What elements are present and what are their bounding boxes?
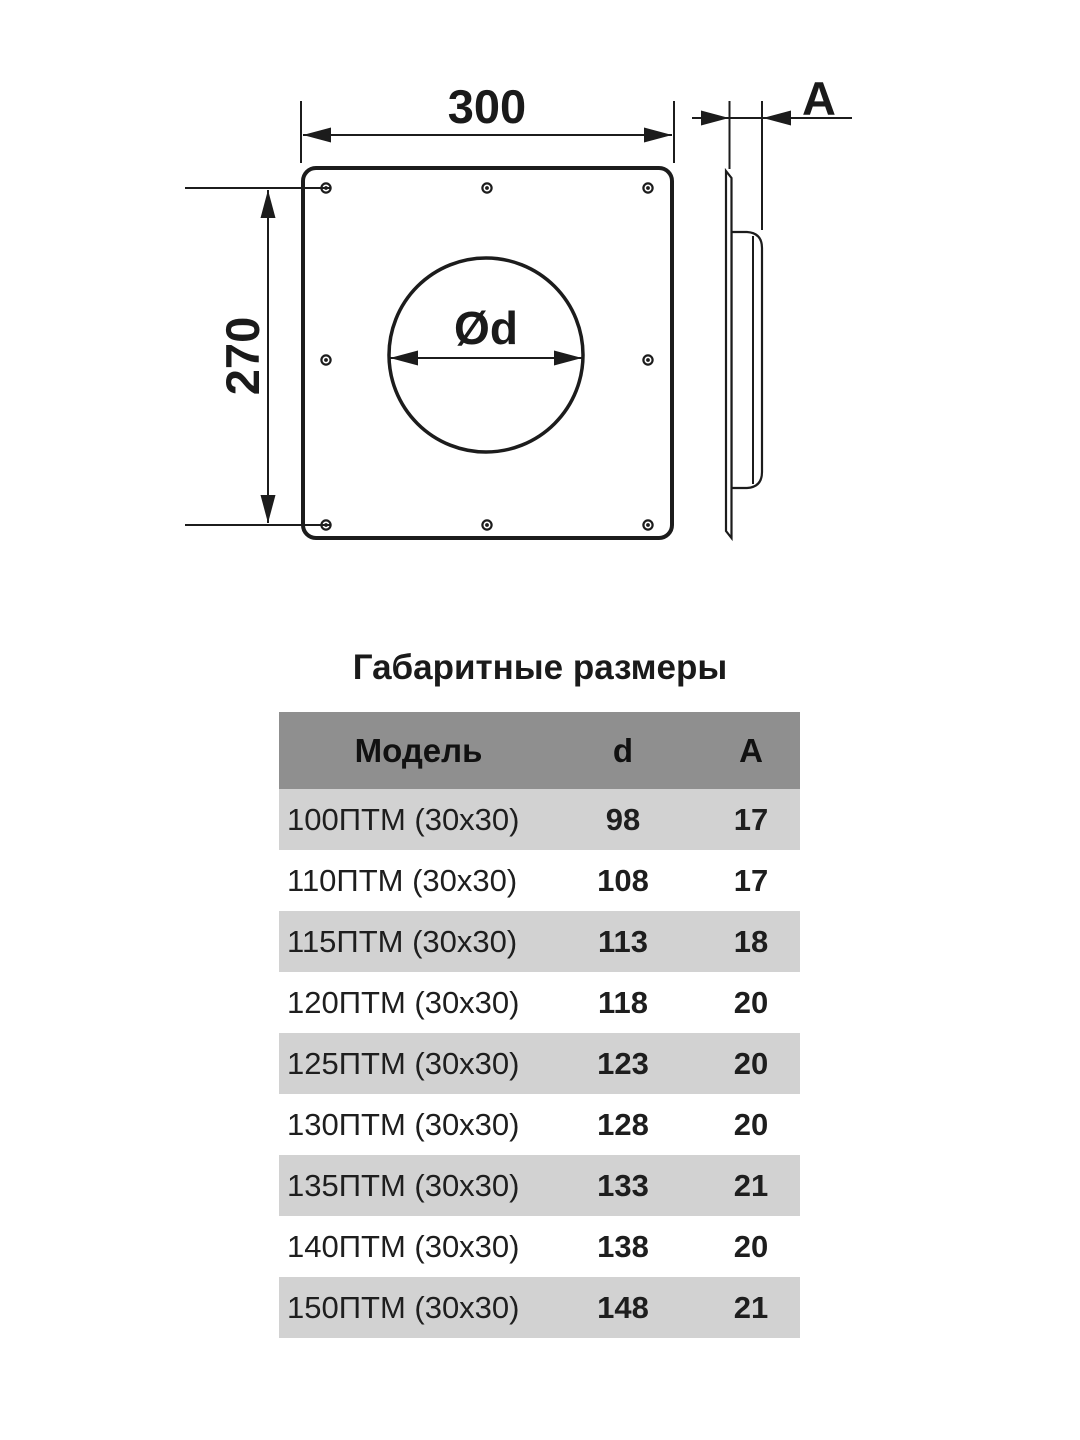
header-d: d (612, 731, 634, 769)
a-cell: 17 (733, 862, 769, 898)
d-cell: 108 (597, 862, 649, 898)
header-a: A (739, 731, 763, 769)
width-dimension-label: 300 (447, 80, 527, 133)
arrowhead-icon (261, 495, 276, 523)
table-row (279, 1277, 800, 1338)
table-row (279, 1216, 800, 1277)
d-cell: 138 (597, 1228, 649, 1264)
mounting-hole (643, 520, 652, 529)
a-cell: 20 (733, 1045, 769, 1081)
model-cell: 115ПТМ (30x30) (287, 923, 518, 959)
depth-dimension-label: A (802, 72, 836, 125)
mounting-hole (482, 520, 491, 529)
model-cell: 140ПТМ (30x30) (287, 1228, 520, 1264)
table-row (279, 911, 800, 972)
dimensions-table (279, 712, 800, 1338)
a-cell: 21 (733, 1289, 769, 1325)
mounting-hole (643, 355, 652, 364)
model-cell: 120ПТМ (30x30) (287, 984, 520, 1020)
d-cell: 113 (597, 923, 648, 959)
a-cell: 20 (733, 1228, 769, 1264)
d-cell: 133 (597, 1167, 649, 1203)
model-cell: 125ПТМ (30x30) (287, 1045, 520, 1081)
table-title: Габаритные размеры (352, 648, 728, 687)
a-cell: 20 (733, 1106, 769, 1142)
arrowhead-icon (303, 128, 331, 143)
mounting-hole (643, 183, 652, 192)
model-cell: 130ПТМ (30x30) (287, 1106, 520, 1142)
duct-circle (389, 258, 583, 452)
height-dimension-label: 270 (216, 316, 269, 396)
a-cell: 21 (733, 1167, 769, 1203)
d-cell: 118 (597, 984, 648, 1020)
depth-dimension (692, 72, 852, 230)
model-cell: 150ПТМ (30x30) (287, 1289, 520, 1325)
table-row (279, 1033, 800, 1094)
d-cell: 98 (605, 801, 641, 837)
table-row (279, 789, 800, 850)
arrowhead-icon (701, 111, 729, 126)
mounting-hole (482, 183, 491, 192)
model-cell: 110ПТМ (30x30) (287, 862, 518, 898)
table-row (279, 1155, 800, 1216)
mounting-hole (321, 355, 330, 364)
arrowhead-icon (261, 190, 276, 218)
collar-profile (732, 232, 763, 488)
table-header-row (279, 712, 800, 789)
header-model: Модель (354, 731, 483, 769)
a-cell: 17 (733, 801, 769, 837)
a-cell: 18 (733, 923, 769, 959)
a-cell: 20 (733, 984, 769, 1020)
d-cell: 123 (597, 1045, 649, 1081)
diameter-dimension-label: Ød (454, 302, 518, 354)
technical-drawing (0, 0, 1080, 620)
model-cell: 100ПТМ (30x30) (287, 801, 520, 837)
d-cell: 128 (597, 1106, 649, 1142)
arrowhead-icon (644, 128, 672, 143)
model-cell: 135ПТМ (30x30) (287, 1167, 520, 1203)
table-row (279, 1094, 800, 1155)
table-row (279, 850, 800, 911)
side-view (726, 171, 762, 538)
arrowhead-icon (763, 111, 791, 126)
flange-profile (726, 171, 732, 538)
width-dimension (301, 80, 674, 163)
d-cell: 148 (597, 1289, 649, 1325)
table-row (279, 972, 800, 1033)
